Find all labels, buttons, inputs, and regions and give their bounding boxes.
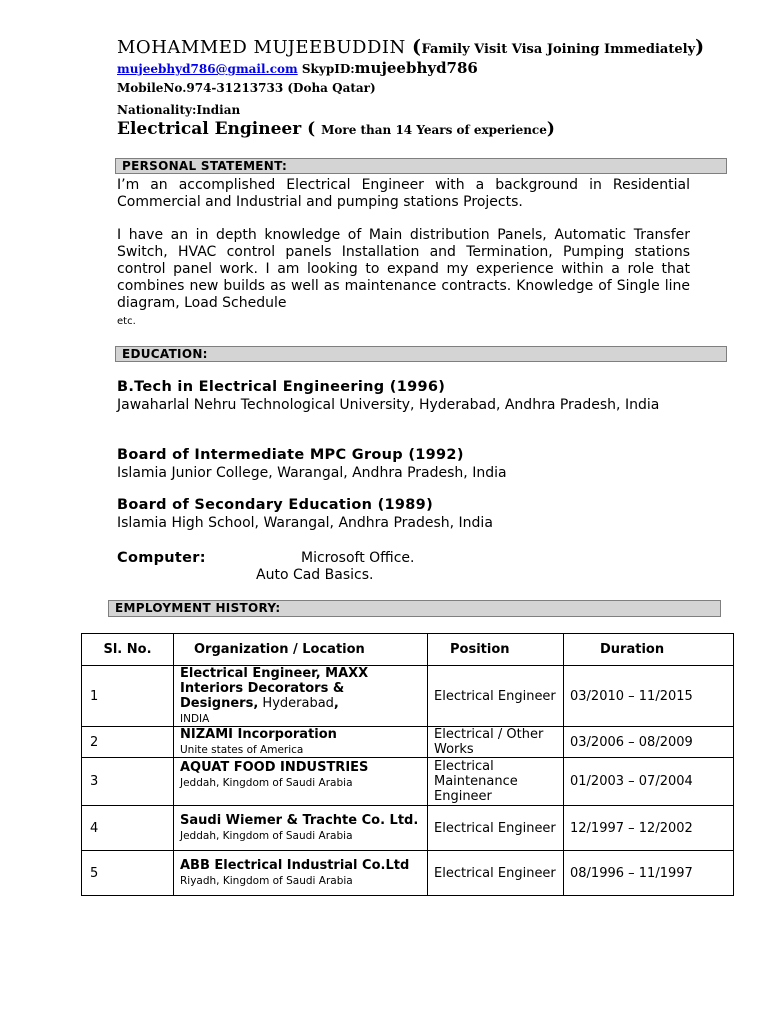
table-row [82,806,734,851]
computer-label: Computer: [117,550,206,566]
org-location: Jeddah, Kingdom of Saudi Arabia [180,830,353,842]
education-title-1: B.Tech in Electrical Engineering (1996) [117,379,446,395]
org-name: Electrical Engineer, MAXX Interiors Decorators & Designers, [180,666,369,711]
col-header-duration: Duration [564,634,734,666]
row-number: 3 [82,758,174,806]
name-line: MOHAMMED MUJEEBUDDIN (Family Visit Visa Joining Immediately) [117,36,705,58]
table-row [82,727,734,758]
col-header-position: Position [428,634,564,666]
row-position: Electrical Engineer [428,806,564,851]
org-city: Hyderabad [258,696,334,711]
row-organization [174,851,428,896]
row-duration: 01/2003 – 07/2004 [564,758,734,806]
email-link[interactable]: mujeebhyd786@gmail.com [117,62,298,76]
org-location: Jeddah, Kingdom of Saudi Arabia [180,777,353,789]
candidate-name: MOHAMMED MUJEEBUDDIN [117,37,406,58]
employment-table [81,633,734,896]
education-detail-2: Islamia Junior College, Warangal, Andhra Pradesh, India [117,465,507,481]
table-row [82,666,734,727]
col-header-organization: Organization / Location [174,634,428,666]
mobile-number: MobileNo.974-31213733 (Doha Qatar) [117,81,376,95]
row-duration: 12/1997 – 12/2002 [564,806,734,851]
employment-heading: EMPLOYMENT HISTORY: [108,600,721,617]
row-position: Electrical Engineer [428,666,564,727]
org-location: Riyadh, Kingdom of Saudi Arabia [180,875,353,887]
org-name: ABB Electrical Industrial Co.Ltd [180,858,410,873]
table-header-row [82,634,734,666]
col-header-sl-no: Sl. No. [82,634,174,666]
row-number: 4 [82,806,174,851]
education-heading: EDUCATION: [115,346,727,362]
row-position: Electrical Maintenance Engineer [428,758,564,806]
visa-note: Family Visit Visa Joining Immediately [421,42,696,57]
nationality: Nationality:Indian [117,103,241,117]
row-organization [174,806,428,851]
row-position: Electrical / Other Works [428,727,564,758]
row-duration: 03/2006 – 08/2009 [564,727,734,758]
row-number: 5 [82,851,174,896]
education-title-3: Board of Secondary Education (1989) [117,497,433,513]
personal-statement-p1: I’m an accomplished Electrical Engineer with a background in Residential Commercial and Industrial and pumping stations Projects. [117,177,690,210]
row-number: 1 [82,666,174,727]
education-detail-1: Jawaharlal Nehru Technological University, Hyderabad, Andhra Pradesh, India [117,397,660,413]
experience-note: More than 14 Years of experience [321,123,547,137]
table-row [82,758,734,806]
personal-statement-p2-text: I have an in depth knowledge of Main distribution Panels, Automatic Transfer Switch, HVAC control panels Installation and Termination, Pumping stations control panel work. I am looking to expand my experience within a role that combines new builds as well as maintenance contracts. Knowledge of Single line diagram, Load Schedule [117,227,690,311]
org-location: Unite states of America [180,744,304,756]
personal-statement-p2 [117,227,690,330]
org-location: INDIA [180,713,210,725]
row-organization [174,758,428,806]
row-duration: 08/1996 – 11/1997 [564,851,734,896]
org-name: AQUAT FOOD INDUSTRIES [180,760,369,775]
personal-statement-heading: PERSONAL STATEMENT: [115,158,727,174]
row-duration: 03/2010 – 11/2015 [564,666,734,727]
row-number: 2 [82,727,174,758]
skype-id: mujeebhyd786 [354,59,478,77]
table-row [82,851,734,896]
personal-statement-etc: etc. [117,316,136,327]
education-title-2: Board of Intermediate MPC Group (1992) [117,447,464,463]
org-name: NIZAMI Incorporation [180,727,337,742]
row-position: Electrical Engineer [428,851,564,896]
skype-label: SkypID: [301,62,355,76]
row-organization: Electrical Engineer, MAXX Interiors Decorators & Designers, Hyderabad, INDIA [174,666,428,727]
org-name: Saudi Wiemer & Trachte Co. Ltd. [180,813,419,828]
education-detail-3: Islamia High School, Warangal, Andhra Pradesh, India [117,515,493,531]
job-title: Electrical Engineer [117,119,302,139]
computer-item-1: Microsoft Office. [301,550,415,566]
computer-item-2: Auto Cad Basics. [256,567,374,583]
contact-line [117,59,478,77]
row-organization [174,727,428,758]
job-title-line: Electrical Engineer ( More than 14 Years of experience) [117,119,555,139]
